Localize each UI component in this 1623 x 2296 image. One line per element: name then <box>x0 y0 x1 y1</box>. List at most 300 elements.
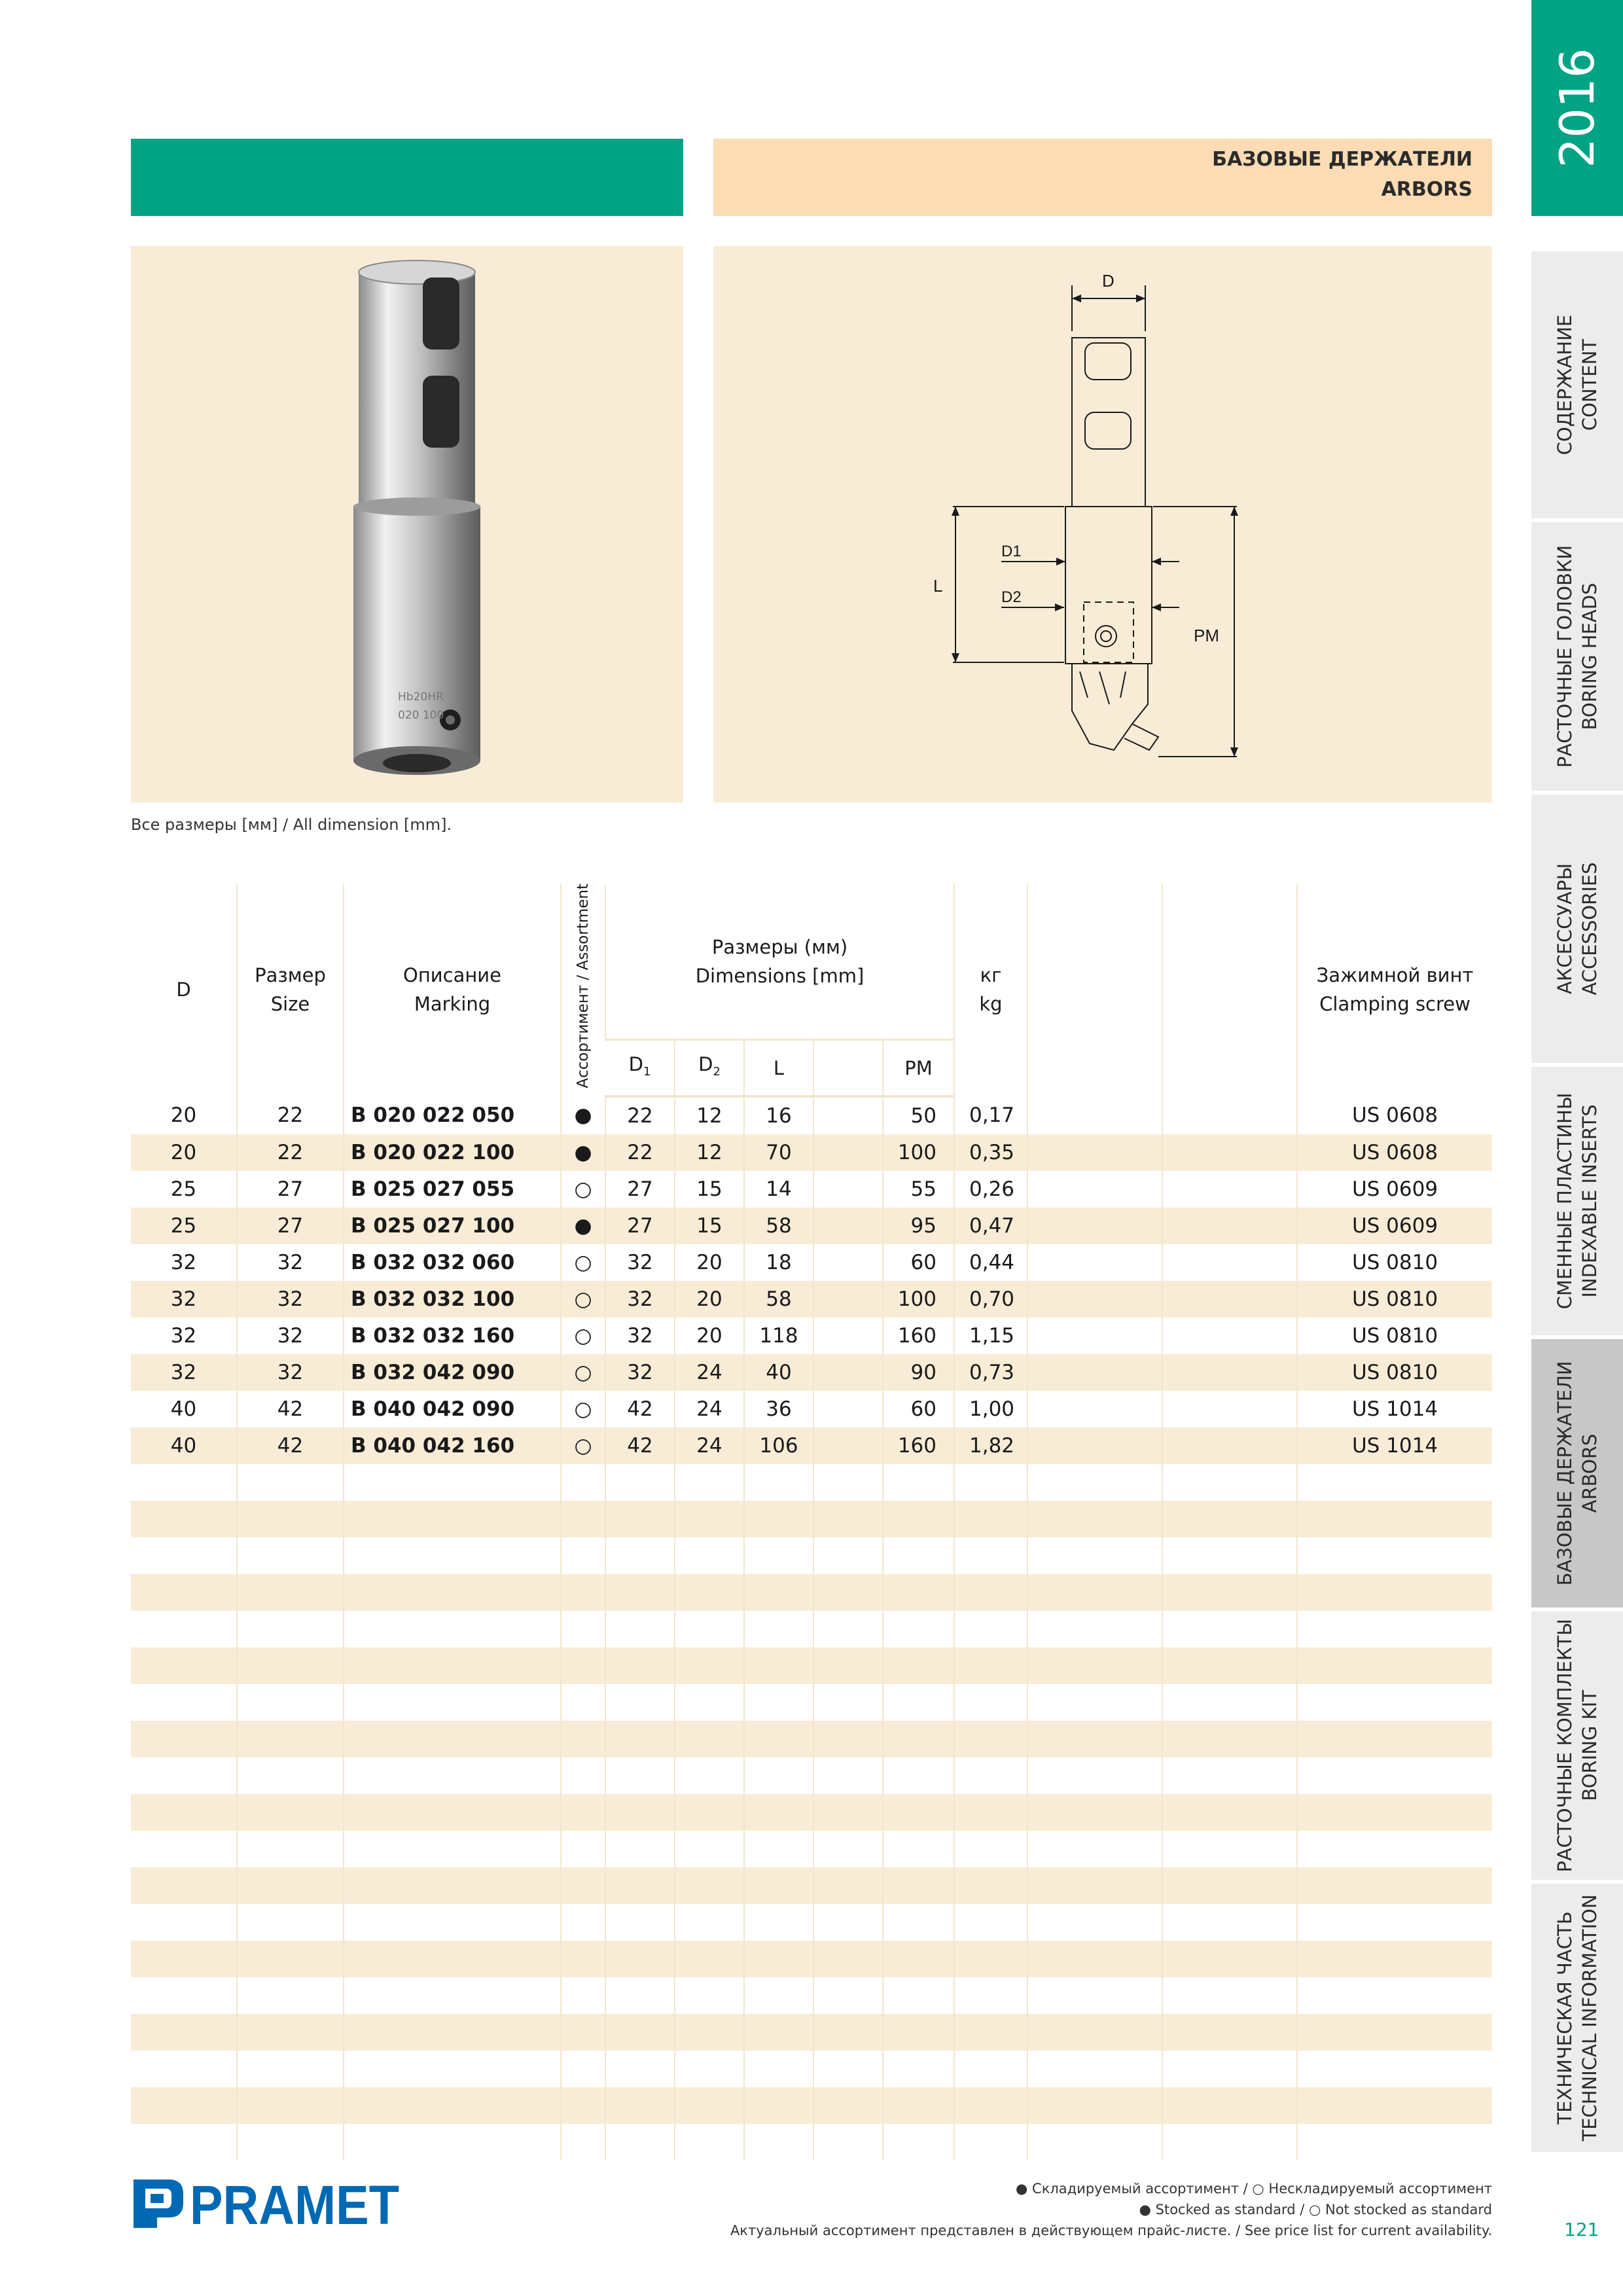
cell-marking: B 032 042 090 <box>344 1354 561 1391</box>
cell-empty <box>561 2014 605 2051</box>
cell-empty <box>605 1647 675 1684</box>
cell-empty <box>237 2087 344 2124</box>
table-row <box>131 1318 1492 1354</box>
cell-empty <box>237 1464 344 1501</box>
cell-empty <box>883 1794 954 1831</box>
cell-empty <box>1297 1721 1492 1757</box>
cell-empty <box>883 1537 954 1574</box>
cell-pm: 160 <box>883 1318 954 1354</box>
cell-size: 32 <box>237 1281 344 1318</box>
drawing-label-l: L <box>933 576 943 596</box>
cell-empty <box>954 2124 1027 2161</box>
col-header-l: L <box>744 1040 813 1096</box>
cell-marking: B 040 042 090 <box>344 1391 561 1427</box>
cell-empty <box>1162 1537 1297 1574</box>
tab-boring-kit[interactable] <box>1531 1611 1623 1884</box>
cell-size: 27 <box>237 1208 344 1244</box>
cell-kg: 1,15 <box>954 1318 1027 1354</box>
cell-empty <box>675 2014 744 2051</box>
cell-empty <box>883 2014 954 2051</box>
cell-empty <box>237 1904 344 1941</box>
cell-empty <box>954 2051 1027 2087</box>
cell-screw: US 0609 <box>1297 1208 1492 1244</box>
cell-d2: 20 <box>675 1281 744 1318</box>
cell-l: 118 <box>744 1318 813 1354</box>
cell-empty <box>1162 1318 1297 1354</box>
cell-empty <box>954 1537 1027 1574</box>
cell-empty <box>744 1647 813 1684</box>
cell-empty <box>1027 2087 1162 2124</box>
cell-pm: 100 <box>883 1281 954 1318</box>
cell-empty <box>1027 1977 1162 2014</box>
cell-empty <box>131 1977 237 2014</box>
cell-empty <box>813 1721 883 1757</box>
cell-empty <box>1162 1391 1297 1427</box>
cell-empty <box>954 1501 1027 1537</box>
cell-empty <box>1297 1611 1492 1647</box>
cell-empty <box>237 1574 344 1611</box>
cell-empty <box>1297 1537 1492 1574</box>
cell-empty <box>1162 2014 1297 2051</box>
table-row <box>131 1171 1492 1208</box>
table-row <box>131 1427 1492 1464</box>
cell-l: 106 <box>744 1427 813 1464</box>
cell-empty <box>813 1134 883 1171</box>
tab-boring-heads[interactable] <box>1531 522 1623 795</box>
cell-empty <box>954 2014 1027 2051</box>
cell-empty <box>605 2014 675 2051</box>
cell-kg: 0,44 <box>954 1244 1027 1281</box>
cell-empty <box>237 1794 344 1831</box>
cell-empty <box>605 1904 675 1941</box>
cell-empty <box>1297 1941 1492 1977</box>
table-row <box>131 2087 1492 2124</box>
cell-empty <box>1027 1684 1162 1721</box>
cell-kg: 0,47 <box>954 1208 1027 1244</box>
cell-d1: 42 <box>605 1391 675 1427</box>
cell-empty <box>605 1611 675 1647</box>
cell-empty <box>813 1208 883 1244</box>
cell-empty <box>1162 1831 1297 1867</box>
cell-empty <box>744 1831 813 1867</box>
cell-empty <box>131 1831 237 1867</box>
cell-empty <box>237 1611 344 1647</box>
cell-pm: 50 <box>883 1096 954 1134</box>
table-row <box>131 1281 1492 1318</box>
cell-empty <box>813 1501 883 1537</box>
cell-marking: B 032 032 100 <box>344 1281 561 1318</box>
cell-empty <box>813 2124 883 2161</box>
cell-stock: ○ <box>561 1244 605 1281</box>
cell-empty <box>131 2124 237 2161</box>
cell-empty <box>131 1647 237 1684</box>
cell-empty <box>954 1867 1027 1904</box>
cell-empty <box>1162 1096 1297 1134</box>
technical-drawing-panel <box>713 246 1492 802</box>
cell-empty <box>1297 1757 1492 1794</box>
cell-marking: B 025 027 055 <box>344 1171 561 1208</box>
cell-d1: 27 <box>605 1208 675 1244</box>
cell-empty <box>237 1867 344 1904</box>
cell-empty <box>1297 1464 1492 1501</box>
cell-empty <box>1297 1684 1492 1721</box>
cell-screw: US 0810 <box>1297 1354 1492 1391</box>
cell-d: 32 <box>131 1281 237 1318</box>
cell-empty <box>344 2014 561 2051</box>
tab-indexable-inserts[interactable] <box>1531 1067 1623 1339</box>
header-green-bar <box>131 139 683 216</box>
cell-l: 58 <box>744 1281 813 1318</box>
cell-empty <box>344 1464 561 1501</box>
cell-screw: US 0810 <box>1297 1318 1492 1354</box>
table-header-row-1 <box>131 884 1492 1040</box>
cell-empty <box>675 1867 744 1904</box>
tab-accessories-en: ACCESSORIES <box>1578 862 1601 996</box>
cell-empty <box>237 1831 344 1867</box>
cell-empty <box>883 1647 954 1684</box>
cell-empty <box>813 1684 883 1721</box>
cell-d2: 15 <box>675 1208 744 1244</box>
year-label: 2016 <box>1550 48 1605 168</box>
cell-empty <box>883 1941 954 1977</box>
col-header-blank-2 <box>1162 884 1297 1096</box>
cell-empty <box>1027 2014 1162 2051</box>
cell-empty <box>813 1096 883 1134</box>
cell-empty <box>1162 2124 1297 2161</box>
cell-empty <box>1162 1721 1297 1757</box>
cell-empty <box>1027 1208 1162 1244</box>
cell-empty <box>237 1647 344 1684</box>
table-row <box>131 1391 1492 1427</box>
cell-empty <box>1297 1794 1492 1831</box>
drawing-label-d1: D1 <box>1001 543 1022 560</box>
cell-empty <box>131 2014 237 2051</box>
cell-empty <box>744 1904 813 1941</box>
cell-empty <box>131 1941 237 1977</box>
cell-empty <box>675 1537 744 1574</box>
cell-empty <box>1162 1354 1297 1391</box>
tab-arbors-en: ARBORS <box>1578 1433 1601 1513</box>
table-row <box>131 1757 1492 1794</box>
col-header-pm: PM <box>883 1040 954 1096</box>
cell-stock: ○ <box>561 1391 605 1427</box>
tab-accessories[interactable] <box>1531 795 1623 1067</box>
cell-screw: US 0810 <box>1297 1244 1492 1281</box>
cell-d: 20 <box>170 1103 197 1127</box>
cell-empty <box>1297 2087 1492 2124</box>
col-header-assortment: Ассортимент / Assortment <box>561 884 605 1096</box>
cell-empty <box>1162 1757 1297 1794</box>
cell-empty <box>883 1721 954 1757</box>
product-photo-panel <box>131 246 683 802</box>
cell-d: 40 <box>170 1397 197 1421</box>
cell-marking: B 020 022 050 <box>344 1096 561 1134</box>
cell-empty <box>605 1831 675 1867</box>
table-row <box>131 1684 1492 1721</box>
col-header-size: Размер Size <box>237 884 344 1096</box>
cell-empty <box>1162 1574 1297 1611</box>
tab-boring-heads-ru: РАСТОЧНЫЕ ГОЛОВКИ <box>1554 545 1576 768</box>
cell-empty <box>675 1501 744 1537</box>
cell-empty <box>561 1537 605 1574</box>
table-row <box>131 1647 1492 1684</box>
cell-stock: ● <box>561 1208 605 1244</box>
cell-marking: B 032 032 060 <box>344 1244 561 1281</box>
cell-empty <box>605 1721 675 1757</box>
cell-empty <box>344 1537 561 1574</box>
cell-stock: ○ <box>561 1171 605 1208</box>
col-header-dimensions: Размеры (мм) Dimensions [mm] <box>605 884 954 1040</box>
cell-d: 32 <box>170 1250 197 1274</box>
cell-empty <box>883 1831 954 1867</box>
cell-empty <box>605 1684 675 1721</box>
cell-empty <box>131 1611 237 1647</box>
cell-empty <box>131 1904 237 1941</box>
photo-marking-1: Hb20HR <box>398 691 444 704</box>
cell-empty <box>813 2014 883 2051</box>
tab-content-en: CONTENT <box>1578 338 1601 431</box>
cell-empty <box>131 1537 237 1574</box>
cell-empty <box>561 2087 605 2124</box>
cell-empty <box>131 1501 237 1537</box>
cell-empty <box>675 1721 744 1757</box>
legend-ru: ● Складируемый ассортимент / ○ Нескладируемый ассортимент <box>1016 2181 1492 2197</box>
cell-empty <box>954 1574 1027 1611</box>
cell-empty <box>561 1574 605 1611</box>
table-row <box>131 1904 1492 1941</box>
cell-empty <box>954 1611 1027 1647</box>
table-row <box>131 2051 1492 2087</box>
table-row <box>131 1501 1492 1537</box>
table-row <box>131 1537 1492 1574</box>
tab-accessories-ru: АКСЕССУАРЫ <box>1554 863 1576 995</box>
cell-empty <box>344 1941 561 1977</box>
cell-empty <box>605 1757 675 1794</box>
cell-d2: 20 <box>675 1244 744 1281</box>
cell-d2: 12 <box>675 1096 744 1134</box>
cell-empty <box>605 1501 675 1537</box>
cell-empty <box>813 1244 883 1281</box>
cell-empty <box>1297 1831 1492 1867</box>
col-header-d: D <box>176 978 191 1001</box>
cell-empty <box>813 2051 883 2087</box>
cell-empty <box>813 1867 883 1904</box>
cell-empty <box>1027 1171 1162 1208</box>
table-row <box>131 1208 1492 1244</box>
cell-empty <box>561 1941 605 1977</box>
cell-empty <box>883 1757 954 1794</box>
cell-empty <box>561 1794 605 1831</box>
cell-marking: B 032 032 160 <box>344 1318 561 1354</box>
cell-empty <box>675 1904 744 1941</box>
cell-empty <box>744 1721 813 1757</box>
brand-name: PRAMET <box>190 2174 399 2233</box>
cell-empty <box>883 1867 954 1904</box>
cell-empty <box>237 2124 344 2161</box>
tab-boring-heads-en: BORING HEADS <box>1578 583 1601 730</box>
cell-empty <box>1162 1941 1297 1977</box>
arbors-spec-table <box>131 884 1492 2161</box>
cell-empty <box>675 1794 744 1831</box>
cell-d1: 32 <box>605 1354 675 1391</box>
cell-empty <box>1162 1171 1297 1208</box>
cell-empty <box>131 2051 237 2087</box>
dimension-note: Все размеры [мм] / All dimension [mm]. <box>131 816 452 834</box>
cell-pm: 55 <box>883 1171 954 1208</box>
cell-size: 32 <box>237 1354 344 1391</box>
cell-empty <box>344 2051 561 2087</box>
cell-l: 40 <box>744 1354 813 1391</box>
cell-empty <box>1162 1867 1297 1904</box>
cell-empty <box>744 1794 813 1831</box>
cell-empty <box>675 1831 744 1867</box>
cell-empty <box>1162 1794 1297 1831</box>
cell-stock: ○ <box>561 1427 605 1464</box>
cell-empty <box>1297 1574 1492 1611</box>
cell-empty <box>954 1757 1027 1794</box>
cell-l: 18 <box>744 1244 813 1281</box>
cell-empty <box>954 1684 1027 1721</box>
cell-kg: 0,70 <box>954 1281 1027 1318</box>
cell-empty <box>131 1721 237 1757</box>
cell-d: 25 <box>170 1177 197 1201</box>
tab-content[interactable] <box>1531 251 1623 522</box>
cell-size: 42 <box>237 1427 344 1464</box>
availability-note: Актуальный ассортимент представлен в действующем прайс-листе. / See price list for current availability. <box>730 2223 1492 2238</box>
cell-screw: US 0608 <box>1297 1096 1492 1134</box>
cell-empty <box>561 1647 605 1684</box>
cell-size: 27 <box>237 1171 344 1208</box>
cell-screw: US 1014 <box>1297 1391 1492 1427</box>
cell-empty <box>1027 1096 1162 1134</box>
cell-pm: 60 <box>883 1244 954 1281</box>
cell-empty <box>561 1977 605 2014</box>
cell-empty <box>1162 1501 1297 1537</box>
cell-empty <box>883 1977 954 2014</box>
cell-empty <box>605 2051 675 2087</box>
cell-empty <box>1027 1464 1162 1501</box>
table-row <box>131 1941 1492 1977</box>
cell-empty <box>883 1574 954 1611</box>
cell-empty <box>1162 1464 1297 1501</box>
cell-empty <box>344 1647 561 1684</box>
cell-d1: 22 <box>605 1096 675 1134</box>
cell-empty <box>813 1574 883 1611</box>
cell-empty <box>954 1831 1027 1867</box>
cell-empty <box>344 1611 561 1647</box>
table-row <box>131 1831 1492 1867</box>
cell-screw: US 0608 <box>1297 1134 1492 1171</box>
cell-empty <box>675 1941 744 1977</box>
cell-empty <box>813 1391 883 1427</box>
cell-empty <box>237 1757 344 1794</box>
cell-empty <box>344 1867 561 1904</box>
cell-empty <box>1162 1244 1297 1281</box>
cell-empty <box>954 1904 1027 1941</box>
cell-empty <box>561 1684 605 1721</box>
cell-empty <box>954 1647 1027 1684</box>
cell-empty <box>744 1941 813 1977</box>
cell-d2: 24 <box>675 1354 744 1391</box>
cell-empty <box>675 1757 744 1794</box>
cell-empty <box>131 1757 237 1794</box>
cell-empty <box>954 1977 1027 2014</box>
cell-empty <box>605 2087 675 2124</box>
cell-empty <box>344 1757 561 1794</box>
cell-empty <box>883 1684 954 1721</box>
table-row <box>131 1794 1492 1831</box>
cell-empty <box>237 1977 344 2014</box>
tab-boring-kit-ru: РАСТОЧНЫЕ КОМПЛЕКТЫ <box>1554 1619 1576 1873</box>
cell-d1: 27 <box>605 1171 675 1208</box>
cell-empty <box>813 1427 883 1464</box>
cell-kg: 1,82 <box>954 1427 1027 1464</box>
cell-empty <box>1297 2124 1492 2161</box>
cell-empty <box>1027 1244 1162 1281</box>
cell-empty <box>1027 2051 1162 2087</box>
cell-empty <box>813 1354 883 1391</box>
col-header-blank-dim <box>813 1040 883 1096</box>
cell-empty <box>561 1757 605 1794</box>
cell-empty <box>131 2087 237 2124</box>
cell-l: 70 <box>744 1134 813 1171</box>
cell-empty <box>813 1647 883 1684</box>
cell-empty <box>605 1537 675 1574</box>
cell-empty <box>675 1647 744 1684</box>
cell-empty <box>1027 1611 1162 1647</box>
cell-empty <box>605 1867 675 1904</box>
cell-empty <box>883 1904 954 1941</box>
cell-d2: 20 <box>675 1318 744 1354</box>
tab-arbors[interactable] <box>1531 1339 1623 1611</box>
cell-empty <box>1162 1904 1297 1941</box>
cell-empty <box>744 2124 813 2161</box>
cell-empty <box>1162 1208 1297 1244</box>
cell-empty <box>237 1537 344 1574</box>
cell-screw: US 0609 <box>1297 1171 1492 1208</box>
cell-empty <box>1297 1904 1492 1941</box>
cell-empty <box>813 1318 883 1354</box>
cell-empty <box>344 1977 561 2014</box>
cell-empty <box>675 1574 744 1611</box>
cell-empty <box>561 1867 605 1904</box>
cell-empty <box>1297 1867 1492 1904</box>
cell-empty <box>561 1611 605 1647</box>
cell-l: 58 <box>744 1208 813 1244</box>
cell-d1: 32 <box>605 1318 675 1354</box>
cell-empty <box>744 1757 813 1794</box>
cell-empty <box>675 1684 744 1721</box>
cell-empty <box>883 2051 954 2087</box>
cell-empty <box>344 1501 561 1537</box>
cell-empty <box>561 1721 605 1757</box>
cell-empty <box>954 1464 1027 1501</box>
cell-empty <box>744 1684 813 1721</box>
table-row <box>131 1574 1492 1611</box>
tab-technical-info[interactable] <box>1531 1884 1623 2156</box>
cell-empty <box>344 2087 561 2124</box>
cell-empty <box>954 1794 1027 1831</box>
cell-screw: US 0810 <box>1297 1281 1492 1318</box>
cell-empty <box>1027 1391 1162 1427</box>
cell-empty <box>1162 1684 1297 1721</box>
cell-empty <box>744 1611 813 1647</box>
cell-size: 32 <box>237 1318 344 1354</box>
cell-empty <box>813 1794 883 1831</box>
cell-stock: ● <box>561 1134 605 1171</box>
cell-empty <box>1162 2051 1297 2087</box>
cell-empty <box>237 1941 344 1977</box>
